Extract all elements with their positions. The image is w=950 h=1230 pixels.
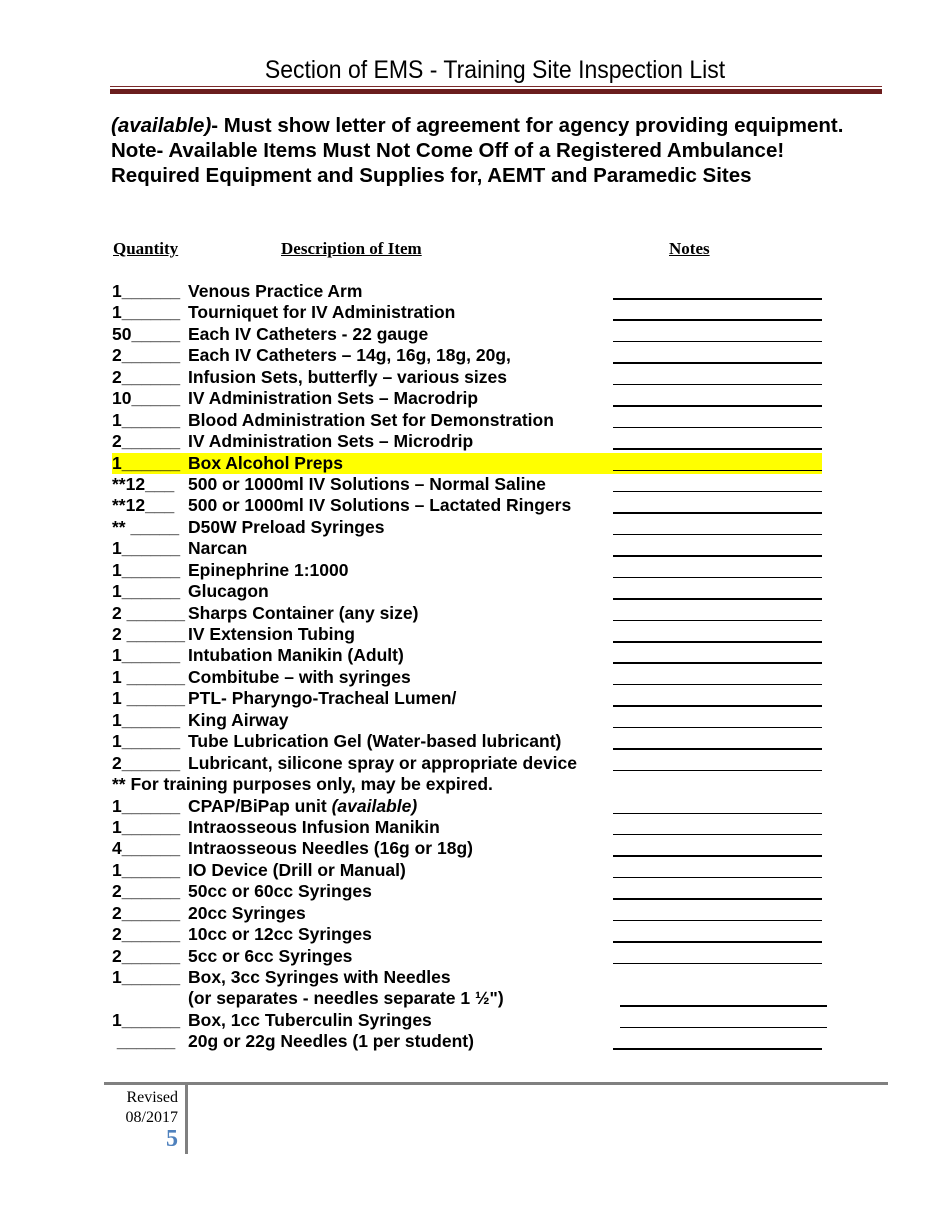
notes-line[interactable] bbox=[613, 898, 822, 900]
item-quantity: 2 ______ bbox=[112, 602, 185, 623]
item-description-text: Box, 1cc Tuberculin Syringes bbox=[188, 1009, 432, 1030]
item-quantity: 10_____ bbox=[112, 388, 181, 409]
list-item bbox=[112, 517, 832, 538]
list-item bbox=[112, 903, 832, 924]
list-item bbox=[112, 538, 832, 559]
item-description bbox=[188, 688, 456, 709]
column-header-description: Description of Item bbox=[281, 239, 422, 258]
list-item bbox=[112, 367, 832, 388]
item-description bbox=[188, 710, 288, 731]
item-description-text: (or separates - needles separate 1 ½") bbox=[188, 988, 504, 1009]
item-quantity: 1______ bbox=[112, 452, 181, 473]
item-description-text: Intraosseous Needles (16g or 18g) bbox=[188, 838, 473, 859]
item-quantity: 2______ bbox=[112, 345, 181, 366]
item-description bbox=[188, 410, 554, 431]
list-item bbox=[112, 431, 832, 452]
item-description bbox=[188, 495, 571, 516]
item-description-text: D50W Preload Syringes bbox=[188, 516, 385, 537]
item-description bbox=[188, 624, 355, 645]
item-quantity: 50_____ bbox=[112, 323, 181, 344]
item-quantity: ** _____ bbox=[112, 516, 180, 537]
item-description-text: Each IV Catheters – 14g, 16g, 18g, 20g, bbox=[188, 345, 511, 366]
item-quantity: 1______ bbox=[112, 816, 181, 837]
revised-label: Revised bbox=[126, 1089, 178, 1106]
notes-line[interactable] bbox=[613, 813, 822, 815]
item-description bbox=[188, 345, 511, 366]
notes-line[interactable] bbox=[613, 748, 822, 750]
item-description bbox=[188, 967, 451, 988]
item-description-text: 5cc or 6cc Syringes bbox=[188, 945, 353, 966]
notes-line[interactable] bbox=[620, 1005, 827, 1007]
revised-date: 08/2017 bbox=[125, 1109, 178, 1126]
list-item bbox=[112, 410, 832, 431]
item-quantity: ______ bbox=[112, 1031, 176, 1052]
item-description-text: 20cc Syringes bbox=[188, 902, 306, 923]
item-list bbox=[112, 281, 832, 1053]
list-footnote bbox=[112, 774, 832, 795]
item-description-text: Intubation Manikin (Adult) bbox=[188, 645, 404, 666]
list-item bbox=[112, 560, 832, 581]
page-header-title: Section of EMS - Training Site Inspection List bbox=[264, 56, 726, 84]
notes-line[interactable] bbox=[613, 319, 822, 321]
item-description bbox=[188, 581, 269, 602]
notes-line[interactable] bbox=[613, 662, 822, 664]
item-description bbox=[188, 645, 404, 666]
list-item bbox=[112, 924, 832, 945]
notes-line[interactable] bbox=[613, 941, 822, 943]
item-description-text: Glucagon bbox=[188, 581, 269, 602]
list-item bbox=[112, 624, 832, 645]
item-description-text: Intraosseous Infusion Manikin bbox=[188, 816, 440, 837]
item-quantity: 1______ bbox=[112, 859, 181, 880]
list-item bbox=[112, 967, 832, 988]
item-quantity: 1______ bbox=[112, 967, 181, 987]
item-description-text: IO Device (Drill or Manual) bbox=[188, 859, 406, 880]
footnote-text: ** For training purposes only, may be expired. bbox=[112, 774, 493, 795]
item-description bbox=[188, 388, 478, 409]
item-description bbox=[188, 838, 473, 859]
item-description bbox=[188, 1010, 432, 1031]
item-description-text: Lubricant, silicone spray or appropriate device bbox=[188, 752, 578, 773]
list-item bbox=[112, 1031, 832, 1052]
column-header-quantity: Quantity bbox=[113, 239, 179, 258]
list-item bbox=[112, 324, 832, 345]
item-description-text: 50cc or 60cc Syringes bbox=[188, 881, 372, 902]
notes-line[interactable] bbox=[613, 641, 822, 643]
item-description bbox=[188, 302, 455, 323]
notes-line[interactable] bbox=[613, 684, 822, 686]
item-description bbox=[188, 367, 507, 388]
item-quantity: 2______ bbox=[112, 366, 181, 387]
available-tag: (available) bbox=[331, 795, 418, 816]
item-description-text: IV Extension Tubing bbox=[188, 624, 355, 644]
item-description bbox=[188, 946, 352, 967]
item-quantity: 1 ______ bbox=[112, 666, 185, 687]
list-item bbox=[112, 302, 832, 323]
notes-line[interactable] bbox=[613, 598, 822, 600]
notes-line[interactable] bbox=[613, 405, 822, 407]
list-item bbox=[112, 838, 832, 859]
list-item bbox=[112, 645, 832, 666]
item-quantity: 1______ bbox=[112, 731, 181, 752]
item-description-text: Tube Lubrication Gel (Water-based lubricant) bbox=[188, 731, 562, 752]
notes-line[interactable] bbox=[613, 834, 822, 836]
notes-line[interactable] bbox=[613, 770, 822, 772]
item-description bbox=[188, 560, 348, 581]
item-description-text: Blood Administration Set for Demonstration bbox=[188, 409, 554, 430]
item-quantity: 1 ______ bbox=[112, 688, 185, 709]
item-quantity: 1______ bbox=[112, 795, 181, 816]
notes-line[interactable] bbox=[613, 341, 822, 343]
item-quantity: 2______ bbox=[112, 881, 181, 902]
item-quantity: 2______ bbox=[112, 902, 181, 923]
list-item bbox=[112, 474, 832, 495]
list-item bbox=[112, 1010, 832, 1031]
header-rule-thick bbox=[110, 89, 882, 94]
item-description-text: Sharps Container (any size) bbox=[188, 602, 419, 623]
item-description bbox=[188, 281, 362, 302]
item-description bbox=[188, 538, 247, 559]
item-description-text: IV Administration Sets – Microdrip bbox=[188, 431, 474, 452]
item-description bbox=[188, 860, 406, 881]
item-description bbox=[188, 474, 546, 495]
notes-line[interactable] bbox=[613, 1048, 822, 1050]
item-description bbox=[188, 453, 343, 474]
header-rule-thin bbox=[110, 86, 882, 87]
item-quantity: 2 ______ bbox=[112, 624, 185, 644]
item-quantity: 2______ bbox=[112, 752, 181, 773]
notes-line[interactable] bbox=[613, 491, 822, 493]
list-item bbox=[112, 817, 832, 838]
item-description-text: Epinephrine 1:1000 bbox=[188, 559, 349, 580]
notes-line[interactable] bbox=[613, 555, 822, 557]
item-quantity: 1______ bbox=[112, 1009, 181, 1030]
item-description bbox=[188, 603, 418, 624]
item-quantity: 2______ bbox=[112, 431, 181, 452]
item-description bbox=[188, 731, 561, 752]
item-quantity: 2______ bbox=[112, 945, 181, 966]
item-description bbox=[188, 817, 440, 838]
notes-line[interactable] bbox=[613, 855, 822, 857]
notes-line[interactable] bbox=[620, 1027, 827, 1029]
list-item bbox=[112, 388, 832, 409]
item-quantity: 4______ bbox=[112, 838, 181, 859]
notes-line[interactable] bbox=[613, 877, 822, 879]
list-item bbox=[112, 453, 822, 474]
item-description bbox=[188, 988, 504, 1009]
item-description-text: CPAP/BiPap unit bbox=[188, 795, 332, 816]
item-description bbox=[188, 924, 372, 945]
list-item bbox=[112, 881, 832, 902]
item-quantity: 1______ bbox=[112, 409, 181, 430]
list-item bbox=[112, 281, 832, 302]
item-quantity: 1______ bbox=[112, 281, 181, 301]
item-description-text: Combitube – with syringes bbox=[188, 666, 411, 687]
list-item bbox=[112, 753, 832, 774]
notes-line[interactable] bbox=[613, 470, 822, 472]
list-item bbox=[112, 946, 832, 967]
notes-line[interactable] bbox=[613, 727, 822, 729]
footer-rule bbox=[104, 1082, 888, 1085]
notes-line[interactable] bbox=[613, 920, 822, 922]
item-description-text: 20g or 22g Needles (1 per student) bbox=[188, 1031, 474, 1052]
item-description-text: 10cc or 12cc Syringes bbox=[188, 924, 372, 945]
item-quantity: **12___ bbox=[112, 473, 175, 494]
notes-line[interactable] bbox=[613, 577, 822, 579]
notes-line[interactable] bbox=[613, 298, 822, 300]
item-quantity: **12___ bbox=[112, 495, 175, 516]
available-label: (available) bbox=[111, 114, 212, 137]
item-description bbox=[188, 881, 372, 902]
item-description-text: IV Administration Sets – Macrodrip bbox=[188, 388, 479, 409]
intro-line2: Note- Available Items Must Not Come Off of a Registered Ambulance! bbox=[111, 139, 785, 162]
item-quantity: 1______ bbox=[112, 645, 181, 666]
page-number: 5 bbox=[166, 1126, 178, 1152]
item-description-text: Narcan bbox=[188, 538, 248, 559]
notes-line[interactable] bbox=[613, 620, 822, 622]
item-description-text: King Airway bbox=[188, 709, 289, 730]
list-item bbox=[112, 710, 832, 731]
item-quantity: 1______ bbox=[112, 302, 181, 323]
item-description bbox=[188, 1031, 474, 1052]
item-description-text: 500 or 1000ml IV Solutions – Lactated Ringers bbox=[188, 495, 572, 516]
item-description-text: Venous Practice Arm bbox=[188, 281, 363, 301]
list-item bbox=[112, 495, 832, 516]
notes-line[interactable] bbox=[613, 512, 822, 514]
intro-line3: Required Equipment and Supplies for, AEMT and Paramedic Sites bbox=[111, 164, 752, 187]
list-item bbox=[112, 581, 832, 602]
list-item bbox=[112, 796, 832, 817]
notes-line[interactable] bbox=[613, 427, 822, 429]
list-item bbox=[112, 345, 832, 366]
list-item bbox=[112, 988, 832, 1009]
item-description bbox=[188, 753, 577, 774]
intro-text bbox=[111, 113, 871, 188]
item-description-text: Tourniquet for IV Administration bbox=[188, 302, 456, 323]
item-description-text: PTL- Pharyngo-Tracheal Lumen/ bbox=[188, 688, 457, 709]
notes-line[interactable] bbox=[613, 534, 822, 536]
list-item bbox=[112, 667, 832, 688]
item-quantity: 1______ bbox=[112, 581, 181, 602]
item-description bbox=[188, 431, 473, 452]
item-description bbox=[188, 903, 306, 924]
notes-line[interactable] bbox=[613, 705, 822, 707]
notes-line[interactable] bbox=[613, 384, 822, 386]
item-description-text: Each IV Catheters - 22 gauge bbox=[188, 323, 429, 344]
notes-line[interactable] bbox=[613, 448, 822, 450]
list-item bbox=[112, 731, 832, 752]
list-item bbox=[112, 860, 832, 881]
item-quantity: 1______ bbox=[112, 538, 181, 559]
item-description bbox=[188, 324, 428, 345]
item-description-text: Box Alcohol Preps bbox=[188, 452, 343, 473]
notes-line[interactable] bbox=[613, 362, 822, 364]
list-item bbox=[112, 688, 832, 709]
item-description-text: Infusion Sets, butterfly – various sizes bbox=[188, 366, 507, 387]
item-description-text: Box, 3cc Syringes with Needles bbox=[188, 967, 451, 987]
item-quantity: 1______ bbox=[112, 559, 181, 580]
item-description bbox=[188, 796, 417, 817]
list-item bbox=[112, 603, 832, 624]
item-description bbox=[188, 667, 411, 688]
item-quantity: 2______ bbox=[112, 924, 181, 945]
footer-divider bbox=[185, 1082, 188, 1154]
intro-line1: - Must show letter of agreement for agency providing equipment. bbox=[211, 114, 844, 137]
notes-line[interactable] bbox=[613, 963, 822, 965]
item-description bbox=[188, 517, 384, 538]
item-quantity: 1______ bbox=[112, 709, 181, 730]
footer-revision bbox=[126, 1088, 178, 1128]
column-header-notes: Notes bbox=[669, 239, 710, 258]
item-description-text: 500 or 1000ml IV Solutions – Normal Saline bbox=[188, 473, 546, 494]
